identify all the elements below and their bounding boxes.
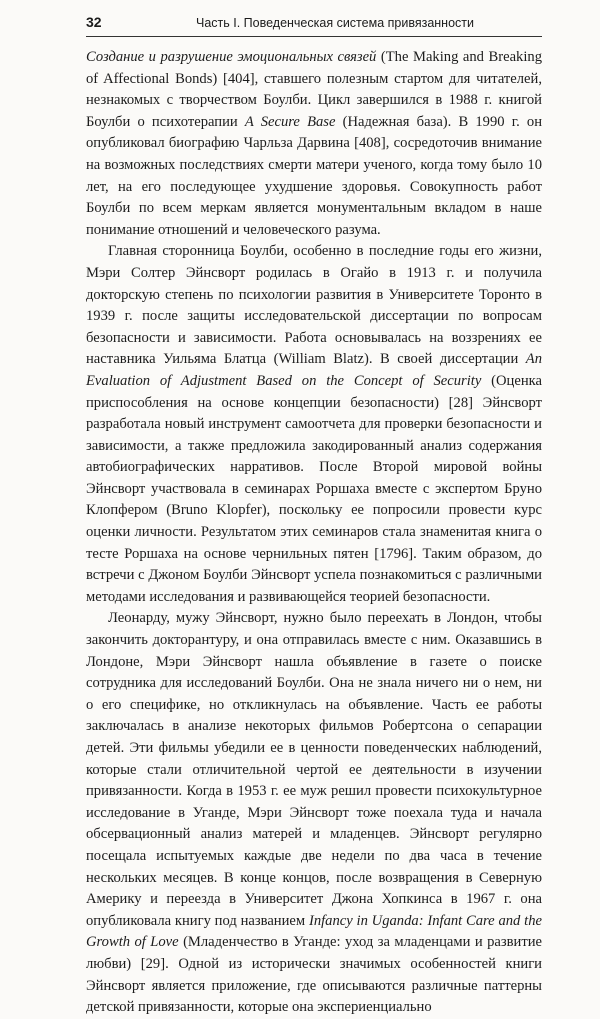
italic-run: An Evaluation of Adjustment Based on the Concept of Security: [86, 351, 542, 389]
page-number: 32: [86, 14, 102, 30]
running-title: Часть I. Поведенческая система привязанности: [196, 16, 474, 30]
italic-run: Создание и разрушение эмоциональных связей: [86, 49, 377, 65]
paragraph-2: [86, 241, 542, 608]
text-run: Леонарду, мужу Эйнсворт, нужно было переехать в Лондон, чтобы закончить докторантуру, и она отправилась вместе с ним. Оказавшись в Лондоне, Мэри Эйнсворт нашла объявление в газете о поиске сотрудника для исследований Боулби. Она не знала ничего ни о нем, ни о его специфике, но откликнулась на объявление. Часть ее работы заключалась в анализе некоторых фильмов Робертсона о сепарации детей. Эти фильмы убедили ее в ценности поведенческих наблюдений, которые стали отличительной чертой ее деятельности в изучении привязанности. Когда в 1953 г. ее муж решил провести психокультурное исследование в Уганде, Мэри Эйнсворт тоже поехала туда и начала обсервационный анализ матерей и младенцев. Эйнсворт регулярно посещала испытуемых каждые две недели по два часа в течение нескольких месяцев. В конце концов, после возвращения в Северную Америку и переезда в Университет Джона Хопкинса в 1967 г. она опубликовала книгу под названием: [86, 610, 542, 929]
paragraph-1: [86, 47, 542, 241]
text-run: (Оценка приспособления на основе концепции безопасности) [28] Эйнсворт разработала новый инструмент самоотчета для проверки безопасности и зависимости, а также предложила закодированный анализ содержания автобиографических нарративов. После Второй мировой войны Эйнсворт участвовала в семинарах Роршаха вместе с экспертом Бруно Клопфером (Bruno Klopfer), поскольку ее попросили провести курс оценки личности. Результатом этих семинаров стала знаменитая книга о тесте Роршаха на основе чернильных пятен [1796]. Таким образом, до встречи с Джоном Боулби Эйнсворт успела познакомиться с различными методами исследования и развивающейся теорией безопасности.: [86, 372, 542, 605]
paragraph-3: [86, 608, 542, 1018]
italic-run: Infancy in Uganda: Infant Care and the Growth of Love: [86, 912, 542, 951]
text-run: (Надежная база). В 1990 г. он опубликовал биографию Чарльза Дарвина [408], сосредоточив внимание на возможных последствиях смерти матери ученого, когда тому было 10 лет, на его последующее ухудшение здоровья. Совокупность работ Боулби по всем меркам является монументальным вкладом в наше понимание отношений и человеческого разума.: [86, 113, 543, 238]
text-run: (Младенчество в Уганде: уход за младенцами и развитие любви) [29]. Одной из исторически значимых особенностей книги Эйнсворт является приложение, где описываются различные паттерны детской привязанности, которые она экспериенциально: [86, 934, 542, 1016]
italic-run: A Secure Base: [244, 113, 336, 130]
text-run: Главная сторонница Боулби, особенно в последние годы его жизни, Мэри Солтер Эйнсворт родилась в Огайо в 1913 г. и получила докторскую степень по психологии развития в Университете Торонто в 1939 г. после защиты исследовательской диссертации по вопросам безопасности и зависимости. Работа основывалась на воззрениях ее наставника Уильяма Блатца (William Blatz). В своей диссертации: [86, 243, 542, 368]
text-run: (The Making and Breaking of Affectional Bonds) [404], ставшего полезным стартом для читателей, незнакомых с творчеством Боулби. Цикл завершился в 1988 г. книгой Боулби о психотерапии: [86, 49, 542, 130]
page-header: [86, 14, 542, 37]
body-text: [86, 47, 542, 1019]
